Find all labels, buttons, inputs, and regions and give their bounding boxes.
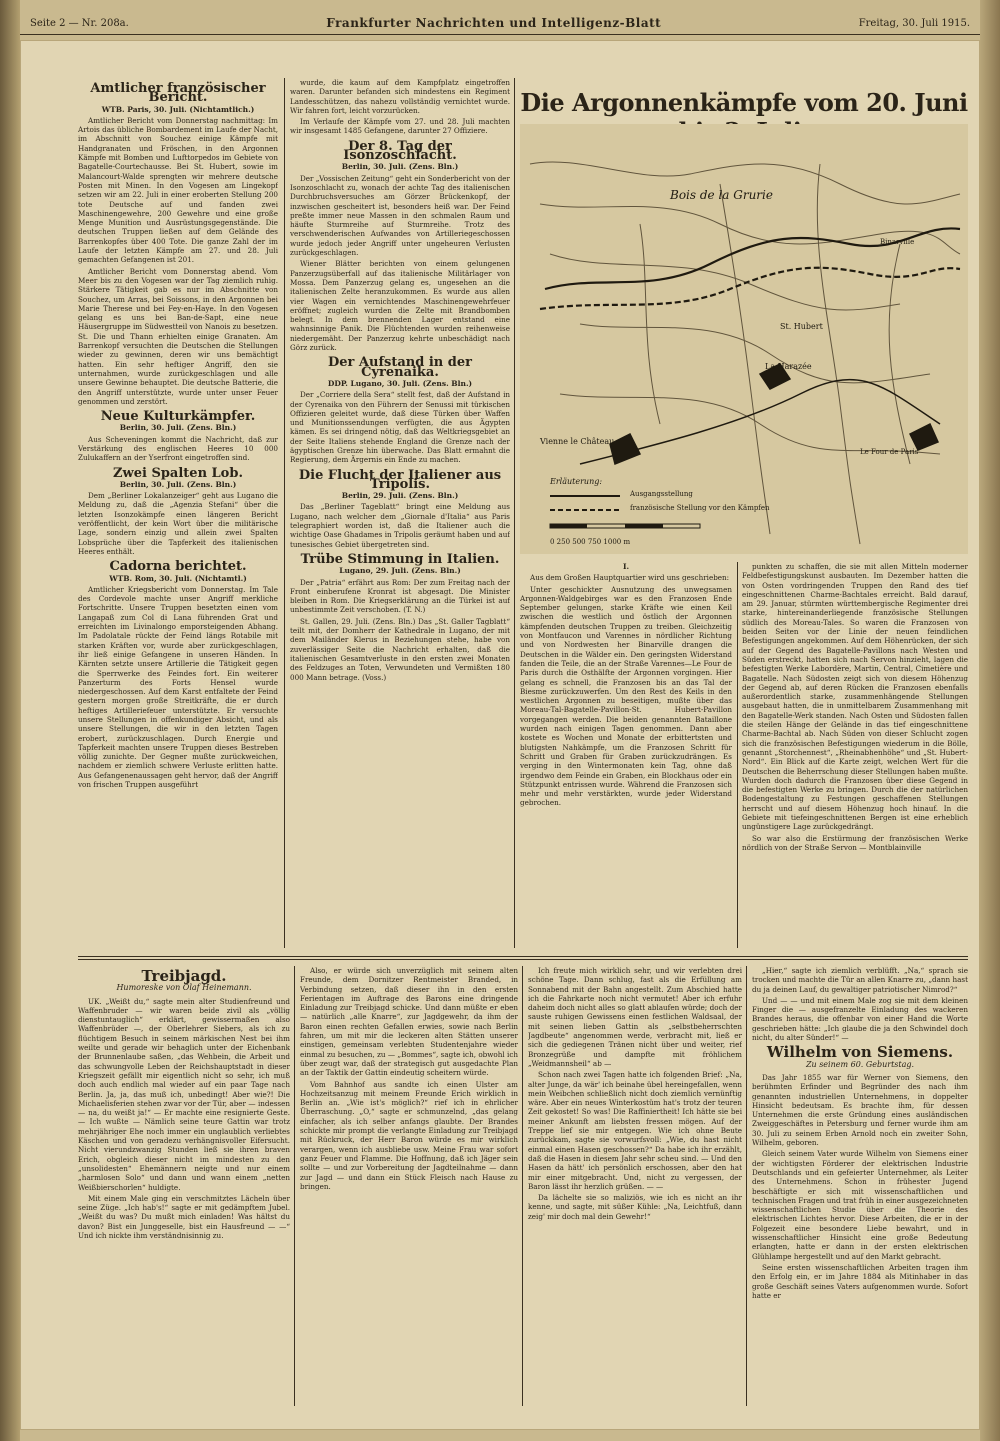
paragraph: Wiener Blätter berichten von einem gelungenen Panzerzugsüberfall auf das italienische Militärlager von Mossa. Dem Panzerzug gelang es, ungesehen an die italienischen Zelte heranzukommen. Es wurde aus allen vier Wagen ein vernichtendes Maschinengewehrfeuer eröffnet; zugleich wurden die Zelte mit Brandbomben belegt. In dem brennenden Lager entstand eine wahnsinnige Panik. Die Flüchtenden wurden reihenweise niedergemäht. Der Panzerzug kehrte unbeschädigt nach Görz zurück. <box>290 259 510 353</box>
column-rule <box>294 966 295 1406</box>
paragraph: Vom Bahnhof aus sandte ich einen Ulster am Hochzeitsanzug mit meinem Freunde Erich wirklich in Berlin an. „Wie ist's möglich?“ rief ich in ehrlicher Überraschung. „O,“ sagte er schmunzelnd, „das gelang einfacher, als ich selber anfangs glaubte. Der Brandes schickte mir prompt die verlangte Einladung zur Treibjagd mit Rückruck, der Herr Baron würde es mir wirklich verargen, wenn ich ausbliebe usw. Meine Frau war sofort ganz Feuer und Flamme. Die Hoffnung, daß ich Jäger sein sollte — und zur Vorbereitung der Jagdteilnahme — dann zur Jagd — und dann ein Stück Fleisch nach Hause zu bringen. <box>300 1079 518 1191</box>
paragraph: Der „Vossischen Zeitung“ geht ein Sonderbericht von der Isonzoschlacht zu, wonach der achte Tag des italienischen Durchbruchsversuches am Görzer Brückenkopf, der inzwischen gescheitert ist, besonders heiß war. Der Feind preßte immer neue Massen in den schmalen Raum und häufte Sturmreihe auf Sturmreihe. Trotz des verschwenderischen Aufwandes von Artilleriegeschossen wurde jedoch jeder Angriff unter ungeheuren Verlusten zurückgeschlagen. <box>290 173 510 258</box>
map-label-bois: Bois de la Grurie <box>670 188 773 202</box>
paragraph: UK. „Weißt du,“ sagte mein alter Studienfreund und Waffenbruder — wir waren beide zivil als „völlig dienstuntauglich“ erklärt, gewissermaßen also Waffenbrüder —, der Oberlehrer Siebers, als ich zu flüchtigem Besuch in seinem märkischen Nest bei ihm weilte und gerade wir behaglich unter der Eichenbank der Brunnenlaube saßen, „das Wehbein, die Arbeit und das schwungvolle Leben der Reichshauptstadt in dieser Kriegszeit gefällt mir eigentlich nicht so sehr, ich muß doch auch endlich mal wieder auf ein paar Tage nach Berlin. Ja, ja, das muß ich, unbedingt! Aber wie?! Die Michaelisferien stehen zwar vor der Tür, aber — indessen — na, du weißt ja!“ — Er machte eine resignierte Geste. — Ich wußte — Nämlich seine teure Gattin war trotz mehrjähriger Ehe noch immer ein unglaublich verliebtes Käschen und von geradezu verhängnisvoller Eifersucht. Nicht vierundzwanzig Stunden ließ sie ihren braven Erich, obgleich dieser nicht im mindesten zu den „unsolidesten“ Ehemännern neigte und nur einem „harmlosen Solo“ und dann und wann einem „netten Weißbierschorlen“ huldigte. <box>78 996 290 1192</box>
page-header <box>20 12 980 35</box>
paragraph: Aus dem Großen Hauptquartier wird uns geschrieben: <box>530 573 730 583</box>
column-rule <box>284 78 285 948</box>
article-title: Amtlicher französischer Bericht. <box>90 81 266 106</box>
paragraph: punkten zu schaffen, die sie mit allen Mitteln moderner Feldbefestigungskunst ausbauten. Im Dezember hatten die von Osten vordringenden Truppen den Rand des tief eingeschnittenen Charme-Bachtales erreicht. Bald darauf, am 29. Januar, stürmten württembergische Regimenter drei starke, hintereinanderliegende französische Stellungen südlich des Moreau-Tales. So waren die Franzosen von beiden Seiten vor der Linie der neuen feindlichen Befestigungen angekommen. Auf dem Höhenrücken, der sich auf der Gegend des Bagatelle-Pavillons nach Westen und Süden erstreckt, hatten sich nach Servon hinzieht, lagen die befestigten Werke Labordère, Martin, Central, Cimetière und Bagatelle. Nach Südosten zeigt sich von diesem Höhenzug der Gegend ab, auf deren Rücken die Franzosen ebenfalls außerordentlich starke, zusammenhängende Stellungen ausgebaut hatten, die in unmittelbarem Zusammenhang mit den Bagatelle-Werk standen. Nach Osten und Südosten fallen die steilen Hänge der Gelände in das tief eingeschnittene Charme-Bachtal ab. Nach Süden von dieser Schlucht zogen sich die französischen Befestigungen wiederum in die Bölle, genannt „Storchennest“, „Rheinabhenhöhe“ und „St. Hubert-Nord“. Ein Blick auf die Karte zeigt, welchen Wert für die Deutschen die Beherrschung dieser Stellungen haben mußte. Wurden doch dadurch die Franzosen über diese Gegend in die befestigten Werke zu bringen. Durch die der natürlichen Bodengestaltung zu Festungen geschaffenen Stellungen herrscht und auf diesem Höhenzug hoch hinauf. In die Gebiete mit tiefeingeschnittenen Bergen ist eine erheblich ungünstigere Lage zurückgedrängt. <box>742 562 968 832</box>
dateline: WTB. Paris, 30. Juli. (Nichtamtlich.) <box>101 104 255 114</box>
issue-date: Freitag, 30. Juli 1915. <box>858 17 970 29</box>
paragraph: Dem „Berliner Lokalanzeiger“ geht aus Lugano die Meldung zu, daß die „Agenzia Stefani“ über die letzten Isonzokämpfe einen längeren Bericht veröffentlicht, der kein Wort über die militärische Lage, sondern einzig und allein zwei Spalten Lobsprüche über die Tapferkeit des italienischen Heeres enthält. <box>78 491 278 556</box>
paragraph: Unter geschickter Ausnutzung des unwegsamen Argonnen-Waldgebirges war es den Franzosen Ende September gelungen, starke Kräfte wie einen Keil zwischen die westlich und östlich der Argonnen kämpfenden deutschen Truppen zu treiben. Gleichzeitig von Montfaucon und Varennes in nördlicher Richtung und von Nordwesten her Binarville drangen die Deutschen in die Wälder ein. Den geringsten Widerstand fanden die Teile, die an der Straße Varennes—Le Four de Paris durch die Osthälfte der Argonnen vorgingen. Hier gelang es schnell, die Franzosen bis an das Tal der Biesme zurückzuwerfen. Um den Rest des Keils in den westlichen Argonnen zu beseitigen, mußte über das Moreau-Tal-Bagatelle-Pavillon-St. Hubert-Pavillon vorgegangen werden. Die beiden genannten Bataillone wurden nach einigen Tagen genommen. Dann aber kostete es Wochen und Monate der erbittertsten und blutigsten Nahkämpfe, um die Franzosen Schritt für Schritt und Graben für Graben zurückzudrängen. Es verging in den Wintermonaten kein Tag, ohne daß irgendwo dem Feinde ein Graben, ein Blockhaus oder ein Stützpunkt entrissen wurde. Während die Franzosen sich mehr und mehr verstärkten, wurde jeder Widerstand gebrochen. <box>520 584 732 808</box>
paragraph: Mit einem Male ging ein verschmitztes Lächeln über seine Züge. „Ich hab's!“ sagte er mit gedämpftem Jubel. „Weißt du was? Du mußt mich einladen! Was hältst du davon? Bist ein Junggeselle, bist ein Hausfreund — —“ Und ich nickte ihm verständnisinnig zu. <box>78 1193 290 1241</box>
bottom-column-3 <box>528 966 742 1406</box>
paragraph: Aus Scheveningen kommt die Nachricht, daß zur Verstärkung des englischen Heeres 10 000 Zulukaffern an der Yserfront eingetroffen sind. <box>78 434 278 463</box>
map-legend-title: Erläuterung: <box>550 477 603 486</box>
dateline: Berlin, 30. Juli. (Zens. Bln.) <box>119 479 237 489</box>
dateline: Lugano, 29. Juli. (Zens. Bln.) <box>339 566 461 576</box>
dateline: Berlin, 30. Juli. (Zens. Bln.) <box>119 423 237 433</box>
feuilleton-rule <box>78 956 968 957</box>
column-rule <box>514 78 515 948</box>
bottom-column-2 <box>300 966 518 1406</box>
dateline: Berlin, 29. Juli. (Zens. Bln.) <box>341 491 459 501</box>
map-label-vienne: Vienne le Château <box>540 437 615 446</box>
map-label-la-harazee: La Harazée <box>765 362 812 371</box>
paragraph: Schon nach zwei Tagen hatte ich folgenden Brief: „Na, alter Junge, da wär' ich beinahe übel hereingefallen, wenn mein Weibchen schließlich nicht doch ziemlich vernünftig wäre. Aber ein neues Winterkostüm hat's trotz der teuren Zeit gekostet! So was! Die Raffiniertheit! Ich hätte sie bei meiner Ankunft am liebsten fressen mögen. Auf der Treppe lief sie mir entgegen. Wie ich ohne Beute zurückkam, sagte sie vorwurfsvoll: „Wie, du hast nicht einmal einen Hasen geschossen?“ Da habe ich ihr erzählt, daß die Hasen in diesem Jahr sehr scheu sind. — Und den Hasen da hätt' ich persönlich erschossen, aber den hat mir einer mitgebracht. Und, nicht zu vergessen, der Baron lässt ihr herzlich grüßen. — — <box>528 1070 742 1191</box>
column-rule <box>746 966 747 1406</box>
paragraph: Amtlicher Bericht vom Donnerstag nachmittag: Im Artois das übliche Bombardement im Laufe der Nacht, im Abschnitt von Souchez einige Kämpfe mit Handgranaten und Fröschen, in den Argonnen Kämpfe mit Bomben und Lufttorpedos im Gebiete von Bagatelle-Courtechausse. Bei St. Hubert, sowie im Malancourt-Walde sprengten wir mehrere deutsche Posten mit Minen. In den Vogesen am Lingekopf setzen wir am 22. Juli in einer eroberten Stellung 200 tote Deutsche auf und fanden zwei Maschinengewehre, 200 Gewehre und eine große Menge Munition und Ausrüstungsgegenstände. Die deutschen Truppen ließen auf dem Gelände des Barrenkopfes über 400 Tote. Die ganze Zahl der im Laufe der letzten Kämpfe am 27. und 28. Juli gemachten Gefangenen ist 201. <box>78 115 278 265</box>
map-title: Die Argonnenkämpfe vom 20. Juni <box>520 88 968 117</box>
feuilleton-rule <box>78 959 968 960</box>
bottom-column-4 <box>752 966 968 1406</box>
column-rule <box>522 966 523 1406</box>
map-legend-french: französische Stellung vor den Kämpfen <box>630 504 770 512</box>
page-number: Seite 2 — Nr. 208a. <box>30 17 129 29</box>
argonne-map <box>520 124 968 554</box>
paragraph: Das Jahr 1855 war für Werner von Siemens, den berühmten Erfinder und Begründer des nach ihm genannten industriellen Unternehmens, in doppelter Hinsicht bedeutsam. Es brachte ihm, für dessen Unternehmen die erste Gründung eines ausländischen Zweiggeschäftes in Petersburg und ferner wurde ihm am 30. Juli zu seinem Erben Arnold noch ein zweiter Sohn, Wilhelm, geboren. <box>752 1072 968 1148</box>
map-scale: 0 250 500 750 1000 m <box>550 538 631 546</box>
column-4 <box>742 562 968 948</box>
section-number: I. <box>622 562 630 571</box>
paragraph: Seine ersten wissenschaftlichen Arbeiten tragen ihm den Erfolg ein, er im Jahre 1884 als Mitinhaber in das große Geschäft seines Vaters aufgenommen wurde. Sofort hatte er <box>752 1262 968 1300</box>
article-subtitle: Zu seinem 60. Geburtstag. <box>805 1059 915 1069</box>
paragraph: Da lächelte sie so maliziös, wie ich es nicht an ihr kenne, und sagte, mit süßer Kühle: „Na, Leichtfuß, dann zeig' mir doch mal dein Gewehr!“ <box>528 1193 742 1221</box>
map-label-st-hubert: St. Hubert <box>780 322 823 331</box>
paragraph: Der „Corriere della Sera“ stellt fest, daß der Aufstand in der Cyrenaika von den Führern der Senussi mit türkischen Offizieren geleitet wurde, daß diese Türken über Waffen und Munitionssendungen verfügten, die aus Ägypten kämen. Es sei dringend nötig, daß das Weltkriegsgebiet an der Seite Italiens stehende England die Grenze nach der ägyptischen Grenze hin überwache. Das Blatt ermahnt die Regierung, dem Ärgernis ein Ende zu machen. <box>290 390 510 465</box>
feuilleton-author: Humoreske von Olaf Heinemann. <box>116 983 252 993</box>
article-title: Cadorna berichtet. <box>109 559 247 575</box>
column-3 <box>520 562 732 948</box>
dateline: DDP. Lugano, 30. Juli. (Zens. Bln.) <box>327 378 473 388</box>
book-binding-left <box>0 0 20 1441</box>
paragraph: Ich freute mich wirklich sehr, und wir verlebten drei schöne Tage. Dann schlug, fast als die Erfüllung am Sonnabend mit der Bahn angestellt. Zum Abschied hatte ich die Fahrkarte noch nicht vermutet! Aber ich erfuhr daheim doch nicht alles so glatt ablaufen würde; doch der sauste ruhigen Gewissens einen festlichen Waldsaal, der mit seinen lieben Gattin als „selbstbeherrschten Jagdbeute“ angenommen werde, verbracht mit, ließ er sich die gediegenen Tränen nicht über und weiter, rief Bronzegrüße und dampfte mit fröhlichem „Weidmannsheil“ ab — <box>528 966 742 1068</box>
bottom-column-1 <box>78 966 290 1406</box>
paragraph: Amtlicher Bericht vom Donnerstag abend. Vom Meer bis zu den Vogesen war der Tag ziemlich ruhig. Stärkere Tätigkeit gab es nur im Abschnitte von Souchez, um Arras, bei Soissons, in den Argonnen bei Marie Therese und bei Fey-en-Haye. In den Vogesen gelang es uns bei Ban-de-Sapt, eine neue Häusergruppe im Südwestteil von Nanois zu besetzen. St. Die und Thann erhielten einige Granaten. Am Barrenkopf versuchten die Deutschen die Stellungen wieder zu gewinnen, deren wir uns bemächtigt hatten. Ein sehr heftiger Angriff, den sie unternahmen, wurde zurückgeschlagen und alle unsere Gewinne behauptet. Die deutsche Batterie, die den Angriff unterstützte, wurde unter unser Feuer genommen und zerstört. <box>78 266 278 406</box>
newspaper-title: Frankfurter Nachrichten und Intelligenz-Blatt <box>326 16 662 30</box>
paragraph: Also, er würde sich unverzüglich mit seinem alten Freunde, dem Dornitzer Rentmeister Branded, in Verbindung setzen, daß dieser ihn in den ersten Ferientagen im Auftrage des Barons eine dringende Einladung zur Treibjagd schicke. Und dann müßte er eben — natürlich „alle Knarre“, zur Jagdgewehr, da ihm der Baron einen rechten Gefallen erwies, sowie nach Berlin fahren, um mit mir die leckeren alten Stätten unserer einstigen, gemeinsam verlebten Studentenjahre wieder einmal zu besuchen, zu — „Bommes“, sagte ich, obwohl ich über zeugt war, daß der strategisch gut ausgedachte Plan an der Taktik der Gattin eindeutig scheitern würde. <box>300 966 518 1078</box>
map-label-binarville: Binarville <box>880 238 915 246</box>
article-title: Zwei Spalten Lob. <box>113 465 243 481</box>
paragraph: Amtlicher Kriegsbericht vom Donnerstag. Im Tale des Cordevole machte unser Angriff merkliche Fortschritte. Unsere Truppen besetzten einen vom Langapaß zum Col di Lana führenden Grat und erreichten im Livinalongo emporsteigenden Abhang. Im Padolatale rückte der Feind längs Rotabile mit starken Kräften vor, wurde aber zurückgeschlagen, ihr ließ einige Gefangene in unseren Händen. In Kärnten setzte unsere Artillerie die Tätigkeit gegen die Sperrwerke des Feindes fort. Ein weiterer Panzerturm des Forts Hensel wurde niedergeschossen. Auf dem Karst entfaltete der Feind gestern morgen große Streitkräfte, die er durch heftiges Artilleriefeuer unterstützte. Er versuchte unsere Stellungen in offenkundiger Absicht, und als unsere Stellungen, die wir in den letzten Tagen erobert, zurückzuschlagen. Durch Energie und Tapferkeit machten unsere Truppen dieses Bestreben völlig zunichte. Der Gegner mußte zurückweichen, nachdem er ziemlich schwere Verluste erlitten hatte. Aus Gefangenenaussagen geht hervor, daß der Angriff von frischen Truppen ausgeführt <box>78 584 278 790</box>
column-rule <box>737 562 738 948</box>
paragraph: Und — — und mit einem Male zog sie mit dem kleinen Finger die — ausgefranzelte Einladung des wackeren Brandes heraus, die offenbar von einer Hand die Worte geschrieben hätte: „Ich glaube die ja den Schwindel doch nicht, du alter Sünder!“ — <box>752 995 968 1043</box>
book-binding-right <box>980 0 1000 1441</box>
paragraph: St. Gallen, 29. Juli. (Zens. Bln.) Das „St. Galler Tagblatt“ teilt mit, der Domherr der Kathedrale in Lugano, der mit dem Mailänder Klerus in Beziehungen stehe, habe von zuverlässiger Seite die Nachricht erhalten, daß die italienischen Gesamtverluste in den ersten zwei Monaten des Feldzuges an Toten, Verwundeten und Vermißten 180 000 Mann betrage. (Voss.) <box>290 616 510 682</box>
column-2 <box>290 78 510 948</box>
dateline: Berlin, 30. Juli. (Zens. Bln.) <box>341 162 459 172</box>
feuilleton-title: Treibjagd. <box>141 967 227 985</box>
article-title: Die Flucht der Italiener aus Tripolis. <box>298 467 502 492</box>
dateline: WTB. Rom, 30. Juli. (Nichtamtl.) <box>109 573 247 583</box>
article-title: Wilhelm von Siemens. <box>766 1043 954 1062</box>
paragraph: Der „Patria“ erfährt aus Rom: Der zum Freitag nach der Front einberufene Kronrat ist abgesagt. Die Minister bleiben in Rom. Die Kriegserklärung an die Türkei ist auf unbestimmte Zeit verschoben. (T. N.) <box>290 577 510 615</box>
article-title: Der 8. Tag der Isonzoschlacht. <box>343 138 457 164</box>
map-legend-start: Ausgangsstellung <box>630 490 693 498</box>
article-title: Trübe Stimmung in Italien. <box>300 551 500 567</box>
paragraph: Gleich seinem Vater wurde Wilhelm von Siemens einer der wichtigsten Förderer der elektrischen Industrie Deutschlands und ein gefeierter Unternehmer, als Leiter des Unternehmens. Schon in frühester Jugend beschäftigte er sich mit wissenschaftlichen und technischen Fragen und trat früh in einer ausgezeichneten wissenschaftlichen Studie über die Theorie des elektrischen Lichtes hervor. Diese Arbeiten, die er in der Folgezeit eine besondere Liebe bewahrt, und in wissenschaftlicher Hinsicht eine große Bedeutung erlangten, hatte er dann in der ersten elektrischen Glühlampe hergestellt und auf den Markt gebracht. <box>752 1149 968 1261</box>
paragraph: Das „Berliner Tageblatt“ bringt eine Meldung aus Lugano, nach welcher dem „Giornale d'Italia“ aus Paris telegraphiert worden ist, daß die Italiener auch die wichtige Oase Ghadames in Tripolis geräumt haben und auf tunesisches Gebiet übergetreten sind. <box>290 502 510 549</box>
paragraph: Im Verlaufe der Kämpfe vom 27. und 28. Juli machten wir insgesamt 1485 Gefangene, darunter 27 Offiziere. <box>290 117 510 136</box>
article-title: Der Aufstand in der Cyrenaika. <box>328 355 472 380</box>
column-1 <box>78 78 278 948</box>
paragraph: So war also die Erstürmung der französischen Werke nördlich von der Straße Servon — Montblainville <box>742 833 968 852</box>
map-label-le-four: Le Four de Paris <box>860 448 919 456</box>
paragraph: wurde, die kaum auf dem Kampfplatz eingetroffen waren. Darunter befanden sich mindestens ein Regiment Landesschützen, das nahezu vollständig vernichtet wurde. Wir fahren fort, leicht vorzurücken. <box>290 78 510 115</box>
map-drawing <box>520 124 968 554</box>
article-title: Neue Kulturkämpfer. <box>100 409 256 425</box>
paragraph: „Hier,“ sagte ich ziemlich verblüfft. „Na,“ sprach sie trocken und machte die Tür an allen Knarre zu, „dann hast du ja deinen Lauf, du gewaltiger patriotischer Nimrod?“ <box>752 966 968 994</box>
